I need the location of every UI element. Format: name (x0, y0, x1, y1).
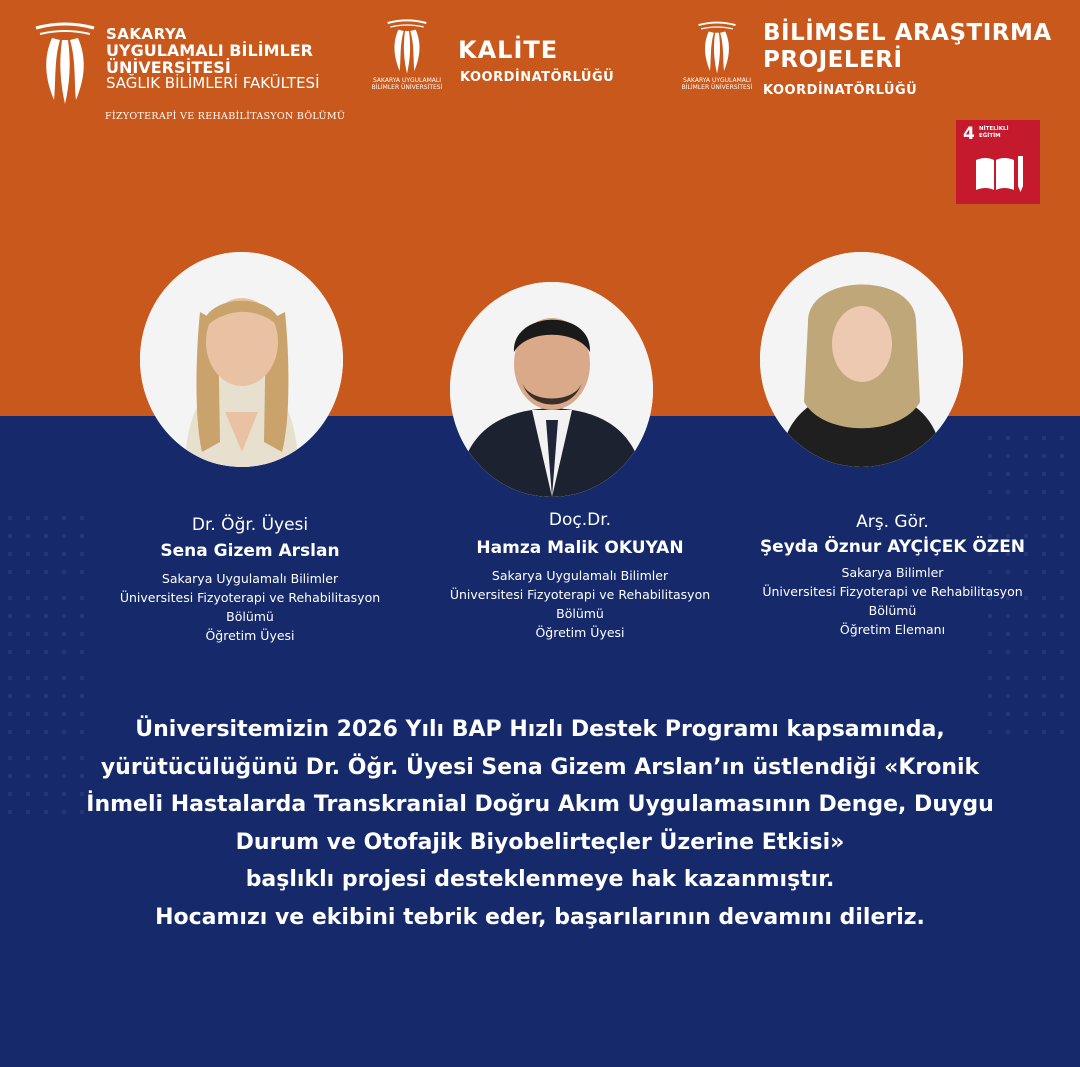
decorative-dot (26, 570, 30, 574)
announcement-line: yürütücülüğünü Dr. Öğr. Üyesi Sena Gizem Arslan’ın üstlendiği «Kronik (100, 754, 980, 780)
decorative-dot (1042, 694, 1046, 698)
decorative-dot (8, 596, 12, 600)
sdg-label-line2: EĞİTİM (979, 132, 1001, 139)
decorative-dot (80, 614, 84, 618)
decorative-dot (80, 570, 84, 574)
bap-line1: BİLİMSEL ARAŞTIRMA (763, 20, 1052, 46)
person-desc-line1: Sakarya Bilimler (841, 565, 944, 580)
decorative-dot (44, 650, 48, 654)
decorative-dot (80, 596, 84, 600)
person-title: Arş. Gör. (856, 512, 929, 532)
portrait-seyda-oznur-aycicek-ozen (760, 252, 963, 467)
decorative-dot (80, 516, 84, 520)
decorative-dot (988, 694, 992, 698)
person-description (95, 569, 405, 645)
decorative-dot (62, 694, 66, 698)
decorative-dot (988, 454, 992, 458)
decorative-dot (44, 596, 48, 600)
decorative-dot (1060, 570, 1064, 574)
decorative-dot (1042, 676, 1046, 680)
decorative-dot (1006, 650, 1010, 654)
decorative-dot (8, 774, 12, 778)
decorative-dot (1060, 490, 1064, 494)
decorative-dot (8, 810, 12, 814)
decorative-dot (26, 552, 30, 556)
decorative-dot (26, 730, 30, 734)
decorative-dot (1060, 694, 1064, 698)
decorative-dot (44, 676, 48, 680)
bap-line2: PROJELERİ (763, 47, 903, 74)
decorative-dot (1024, 454, 1028, 458)
decorative-dot (1060, 712, 1064, 716)
decorative-dot (62, 614, 66, 618)
decorative-dot (80, 676, 84, 680)
decorative-dot (1006, 490, 1010, 494)
decorative-dot (26, 810, 30, 814)
decorative-dot (62, 534, 66, 538)
decorative-dot (8, 730, 12, 734)
sdg-number: 4 (963, 124, 975, 144)
decorative-dot (8, 534, 12, 538)
decorative-dot (1060, 650, 1064, 654)
kalite-subtitle: KOORDİNATÖRLÜĞÜ (460, 70, 615, 85)
decorative-dot (1024, 436, 1028, 440)
decorative-dot (8, 632, 12, 636)
person-desc-line1: Sakarya Uygulamalı Bilimler (491, 568, 669, 583)
person-title: Dr. Öğr. Üyesi (191, 515, 309, 535)
decorative-dot (26, 516, 30, 520)
decorative-dot (44, 570, 48, 574)
decorative-dot (26, 756, 30, 760)
decorative-dot (1042, 650, 1046, 654)
person-card (425, 510, 735, 642)
decorative-dot (44, 694, 48, 698)
announcement-text (40, 711, 1040, 936)
decorative-dot (8, 676, 12, 680)
person-description (725, 563, 1060, 639)
decorative-dot (1060, 730, 1064, 734)
decorative-dot (1042, 490, 1046, 494)
department-name: FİZYOTERAPİ VE REHABİLİTASYON BÖLÜMÜ (105, 111, 346, 122)
decorative-dot (1060, 454, 1064, 458)
decorative-dot (1060, 676, 1064, 680)
announcement-line: Hocamızı ve ekibini tebrik eder, başarılarının devamını dileriz. (155, 904, 925, 930)
decorative-dot (988, 472, 992, 476)
announcement-line: başlıklı projesi desteklenmeye hak kazanmıştır. (245, 867, 835, 892)
person-desc-line3: Bölümü (556, 606, 604, 621)
decorative-dot (26, 774, 30, 778)
announcement-line: Üniversitemizin 2026 Yılı BAP Hızlı Destek Programı kapsamında, (135, 717, 945, 742)
decorative-dot (1060, 596, 1064, 600)
decorative-dot (26, 534, 30, 538)
person-desc-line3: Bölümü (868, 603, 917, 618)
portrait-sena-gizem-arslan (140, 252, 343, 467)
decorative-dot (1042, 454, 1046, 458)
person-desc-line2: Üniversitesi Fizyoterapi ve Rehabilitasyon (119, 590, 381, 605)
decorative-dot (8, 516, 12, 520)
decorative-dot (8, 694, 12, 698)
decorative-dot (8, 650, 12, 654)
decorative-dot (1024, 676, 1028, 680)
decorative-dot (80, 534, 84, 538)
kalite-logo (385, 18, 429, 76)
decorative-dot (988, 490, 992, 494)
decorative-dot (62, 552, 66, 556)
decorative-dot (1024, 650, 1028, 654)
decorative-dot (80, 694, 84, 698)
decorative-dot (44, 614, 48, 618)
decorative-dot (1060, 436, 1064, 440)
decorative-dot (62, 516, 66, 520)
university-logo (32, 22, 98, 106)
decorative-dot (1042, 730, 1046, 734)
decorative-dot (62, 596, 66, 600)
person-desc-line2: Üniversitesi Fizyoterapi ve Rehabilitasyon (762, 584, 1023, 599)
decorative-dot (8, 552, 12, 556)
decorative-dot (1024, 694, 1028, 698)
decorative-dot (1006, 676, 1010, 680)
decorative-dot (1060, 614, 1064, 618)
decorative-dot (1024, 472, 1028, 476)
sdg-badge (956, 120, 1040, 204)
bap-logo (696, 20, 738, 76)
kalite-logo-text: SAKARYA UYGULAMALI BİLİMLER ÜNİVERSİTESİ (371, 77, 443, 91)
person-title: Doç.Dr. (548, 510, 612, 530)
decorative-dot (26, 712, 30, 716)
announcement-line: İnmeli Hastalarda Transkranial Doğru Akım Uygulamasının Denge, Duygu (86, 792, 994, 817)
book-pencil-icon (974, 154, 1026, 194)
decorative-dot (80, 632, 84, 636)
bap-subtitle: KOORDİNATÖRLÜĞÜ (763, 83, 918, 98)
decorative-dot (1060, 552, 1064, 556)
person-name: Sena Gizem Arslan (160, 541, 340, 561)
decorative-dot (1060, 472, 1064, 476)
person-role: Öğretim Üyesi (535, 625, 625, 640)
decorative-dot (80, 552, 84, 556)
bap-logo-text: SAKARYA UYGULAMALI BİLİMLER ÜNİVERSİTESİ (681, 77, 753, 91)
decorative-dot (26, 792, 30, 796)
person-role: Öğretim Üyesi (205, 628, 295, 643)
portrait-hamza-malik-okuyan (450, 282, 653, 497)
person-card (95, 515, 405, 645)
decorative-dot (8, 614, 12, 618)
decorative-dot (44, 632, 48, 636)
university-line1: SAKARYA (106, 25, 187, 43)
decorative-dot (8, 792, 12, 796)
decorative-dot (8, 712, 12, 716)
decorative-dot (1006, 454, 1010, 458)
decorative-dot (44, 552, 48, 556)
decorative-dot (26, 632, 30, 636)
decorative-dot (80, 650, 84, 654)
decorative-dot (988, 436, 992, 440)
person-desc-line1: Sakarya Uygulamalı Bilimler (161, 571, 339, 586)
decorative-dot (8, 570, 12, 574)
decorative-dot (26, 614, 30, 618)
sdg-label (979, 126, 1009, 139)
decorative-dot (26, 650, 30, 654)
university-line3: ÜNİVERSİTESİ (106, 57, 231, 77)
decorative-dot (26, 676, 30, 680)
faculty-name: SAĞLIK BİLİMLERİ FAKÜLTESİ (106, 74, 320, 93)
person-card (725, 512, 1060, 639)
decorative-dot (26, 694, 30, 698)
decorative-dot (26, 596, 30, 600)
decorative-dot (1024, 490, 1028, 494)
person-desc-line3: Bölümü (226, 609, 274, 624)
person-name: Şeyda Öznur AYÇİÇEK ÖZEN (759, 537, 1026, 557)
decorative-dot (1060, 534, 1064, 538)
university-name (106, 27, 320, 92)
bap-title (763, 20, 1052, 74)
decorative-dot (988, 676, 992, 680)
decorative-dot (1042, 436, 1046, 440)
person-role: Öğretim Elemanı (839, 622, 946, 637)
person-name: Hamza Malik OKUYAN (476, 538, 684, 558)
decorative-dot (1006, 436, 1010, 440)
decorative-dot (8, 756, 12, 760)
kalite-title: KALİTE (458, 36, 559, 64)
decorative-dot (1042, 712, 1046, 716)
person-desc-line2: Üniversitesi Fizyoterapi ve Rehabilitasyon (449, 587, 711, 602)
decorative-dot (44, 534, 48, 538)
decorative-dot (62, 570, 66, 574)
decorative-dot (1060, 632, 1064, 636)
decorative-dot (62, 650, 66, 654)
decorative-dot (1006, 694, 1010, 698)
announcement-line: Durum ve Otofajik Biyobelirteçler Üzerine Etkisi» (235, 829, 845, 855)
decorative-dot (44, 516, 48, 520)
decorative-dot (988, 650, 992, 654)
sdg-label-line1: NİTELİKLİ (979, 126, 1009, 132)
person-description (425, 566, 735, 642)
decorative-dot (62, 632, 66, 636)
decorative-dot (1006, 472, 1010, 476)
decorative-dot (62, 676, 66, 680)
university-line2: UYGULAMALI BİLİMLER (106, 40, 313, 60)
decorative-dot (1060, 516, 1064, 520)
decorative-dot (1042, 472, 1046, 476)
